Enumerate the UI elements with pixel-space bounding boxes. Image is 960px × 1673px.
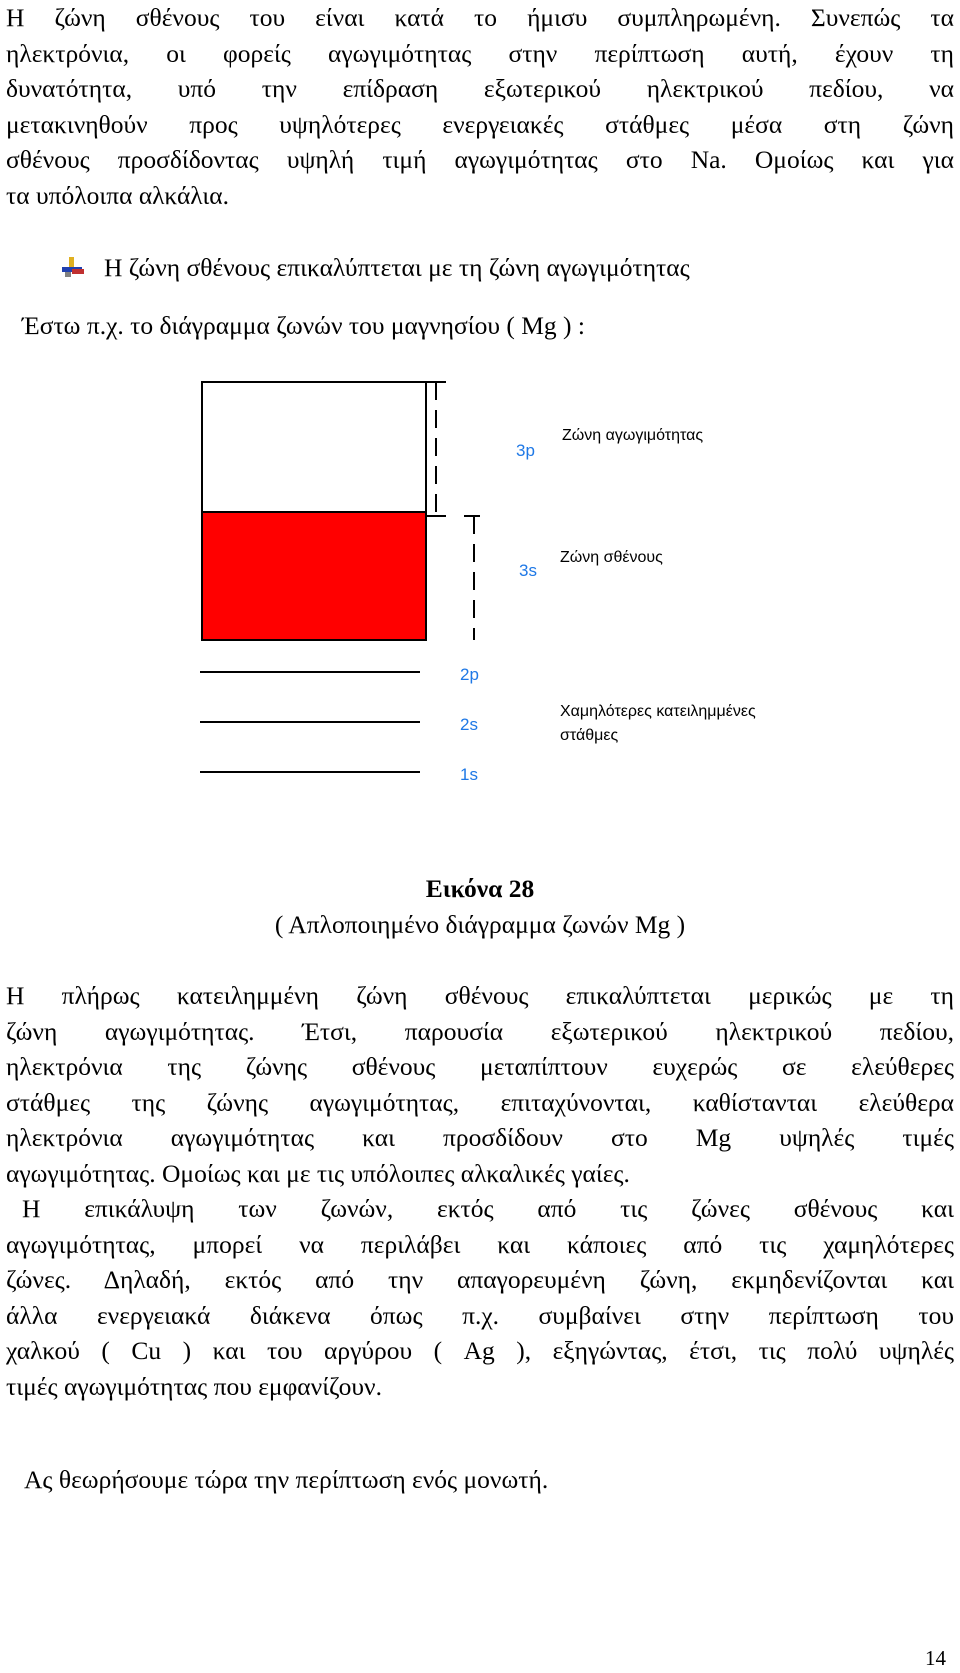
- bottom-paragraph: [6, 978, 954, 1404]
- bullet-text: Η ζώνη σθένους επικαλύπτεται με τη ζώνη αγωγιμότητας: [104, 253, 690, 282]
- label-3s: 3s: [519, 561, 537, 580]
- valence-band-label: Ζώνη σθένους: [560, 549, 663, 566]
- final-line: Ας θεωρήσουμε τώρα την περίπτωση ενός μονωτή.: [24, 1465, 549, 1494]
- label-2p: 2p: [460, 665, 479, 684]
- text-line: ζώνη αγωγιμότητας. Έτσι, παρουσία εξωτερικού ηλεκτρικού πεδίου,: [6, 1016, 954, 1046]
- figure-title: Εικόνα 28: [425, 874, 535, 903]
- label-1s: 1s: [460, 765, 478, 784]
- text-line: δυνατότητα, υπό την επίδραση εξωτερικού ηλεκτρικού πεδίου, να: [6, 74, 954, 103]
- text-line: τιμές αγωγιμότητας που εμφανίζουν.: [6, 1371, 382, 1401]
- text-line: μετακινηθούν προς υψηλότερες ενεργειακές στάθμες μέσα στη ζώνη: [6, 109, 954, 139]
- text-line: Η πλήρως κατειλημμένη ζώνη σθένους επικαλύπτεται μερικώς με τη: [6, 981, 954, 1010]
- text-line: ηλεκτρόνια αγωγιμότητας και προσδίδουν στο Mg υψηλές τιμές: [6, 1123, 954, 1152]
- label-2s: 2s: [460, 715, 478, 734]
- text-line: αγωγιμότητας. Ομοίως και με τις υπόλοιπες αλκαλικές γαίες.: [6, 1158, 630, 1188]
- text-line: Η επικάλυψη των ζωνών, εκτός από τις ζώνες σθένους και: [22, 1194, 954, 1223]
- intro-line: Έστω π.χ. το διάγραμμα ζωνών του μαγνησίου ( Mg ) :: [22, 311, 585, 340]
- text-line: ζώνες. Δηλαδή, εκτός από την απαγορευμένη ζώνη, εκμηδενίζονται και: [6, 1265, 954, 1294]
- text-line: Η ζώνη σθένους του είναι κατά το ήμισυ συμπληρωμένη. Συνεπώς τα: [6, 3, 954, 32]
- figure-caption: ( Απλοποιημένο διάγραμμα ζωνών Mg ): [274, 910, 686, 939]
- conduction-band-label: Ζώνη αγωγιμότητας: [562, 427, 704, 444]
- lower-levels-label-1: Χαμηλότερες κατειλημμένες: [560, 703, 756, 720]
- text-line: τα υπόλοιπα αλκάλια.: [6, 180, 229, 210]
- top-paragraph: [6, 0, 954, 213]
- text-line: ηλεκτρόνια της ζώνης σθένους μεταπίπτουν ευχερώς σε ελεύθερες: [6, 1052, 954, 1081]
- label-3p: 3p: [516, 441, 535, 460]
- text-line: αγωγιμότητας, μπορεί να περιλάβει και κάποιες από τις χαμηλότερες: [6, 1229, 954, 1259]
- page-number: 14: [925, 1646, 946, 1670]
- pushpin-bullet-icon: [60, 256, 86, 280]
- text-line: χαλκού ( Cu ) και του αργύρου ( Ag ), εξηγώντας, έτσι, τις πολύ υψηλές: [6, 1336, 954, 1365]
- conduction-band-box: [202, 382, 426, 512]
- text-line: άλλα ενεργειακά διάκενα όπως π.χ. συμβαίνει στην περίπτωση του: [6, 1300, 954, 1330]
- text-line: ηλεκτρόνια, οι φορείς αγωγιμότητας στην περίπτωση αυτή, έχουν τη: [6, 38, 954, 68]
- text-line: στάθμες της ζώνης αγωγιμότητας, επιταχύνονται, καθίστανται ελεύθερα: [6, 1087, 954, 1117]
- text-line: σθένους προσδίδοντας υψηλή τιμή αγωγιμότητας στο Na. Ομοίως και για: [6, 145, 954, 174]
- valence-band-filled: [202, 512, 426, 640]
- band-diagram: [0, 370, 960, 820]
- lower-levels-label-2: στάθμες: [560, 727, 619, 744]
